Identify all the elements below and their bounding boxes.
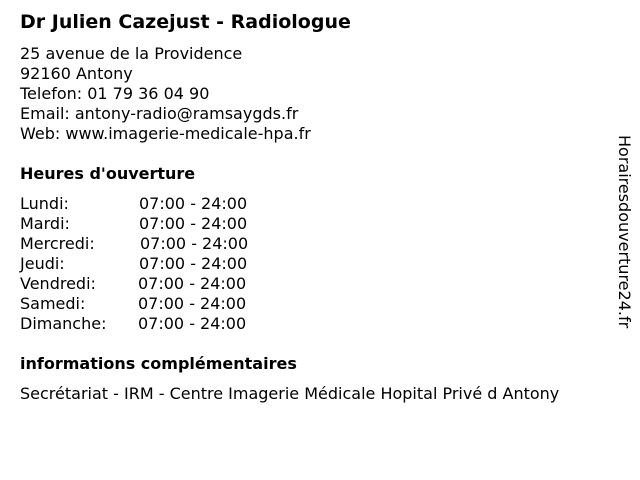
- hours-row-saturday: [20, 294, 280, 314]
- hours-row-wednesday: [20, 234, 280, 254]
- hours-row-monday: [20, 194, 280, 214]
- additional-info-text: Secrétariat - IRM - Centre Imagerie Médicale Hopital Privé d Antony: [20, 384, 560, 403]
- time-range: 07:00 - 24:00: [138, 274, 247, 293]
- city-postcode: 92160 Antony: [20, 64, 133, 83]
- additional-info-heading: informations complémentaires: [20, 354, 297, 373]
- time-range: 07:00 - 24:00: [138, 294, 247, 313]
- hours-row-friday: [20, 274, 280, 294]
- opening-hours-heading: Heures d'ouverture: [20, 164, 196, 183]
- day-label: Mercredi:: [20, 234, 95, 253]
- hours-row-sunday: [20, 314, 280, 334]
- email-address: Email: antony-radio@ramsaygds.fr: [20, 104, 299, 123]
- time-range: 07:00 - 24:00: [139, 214, 248, 233]
- street-address: 25 avenue de la Providence: [20, 44, 243, 63]
- watermark-text: Horairesdouverture24.fr: [615, 135, 634, 329]
- day-label: Mardi:: [20, 214, 70, 233]
- website-address: Web: www.imagerie-medicale-hpa.fr: [20, 124, 311, 143]
- contact-block: [20, 44, 311, 144]
- time-range: 07:00 - 24:00: [140, 234, 249, 253]
- day-label: Dimanche:: [20, 314, 107, 333]
- hours-row-tuesday: [20, 214, 280, 234]
- phone-number: Telefon: 01 79 36 04 90: [20, 84, 210, 103]
- hours-row-thursday: [20, 254, 280, 274]
- day-label: Jeudi:: [20, 254, 65, 273]
- day-label: Vendredi:: [20, 274, 96, 293]
- page-title: Dr Julien Cazejust - Radiologue: [20, 11, 351, 33]
- day-label: Samedi:: [20, 294, 86, 313]
- time-range: 07:00 - 24:00: [138, 314, 247, 333]
- time-range: 07:00 - 24:00: [139, 194, 248, 213]
- opening-hours-table: [20, 194, 280, 334]
- site-watermark: [612, 135, 636, 375]
- time-range: 07:00 - 24:00: [139, 254, 248, 273]
- day-label: Lundi:: [20, 194, 69, 213]
